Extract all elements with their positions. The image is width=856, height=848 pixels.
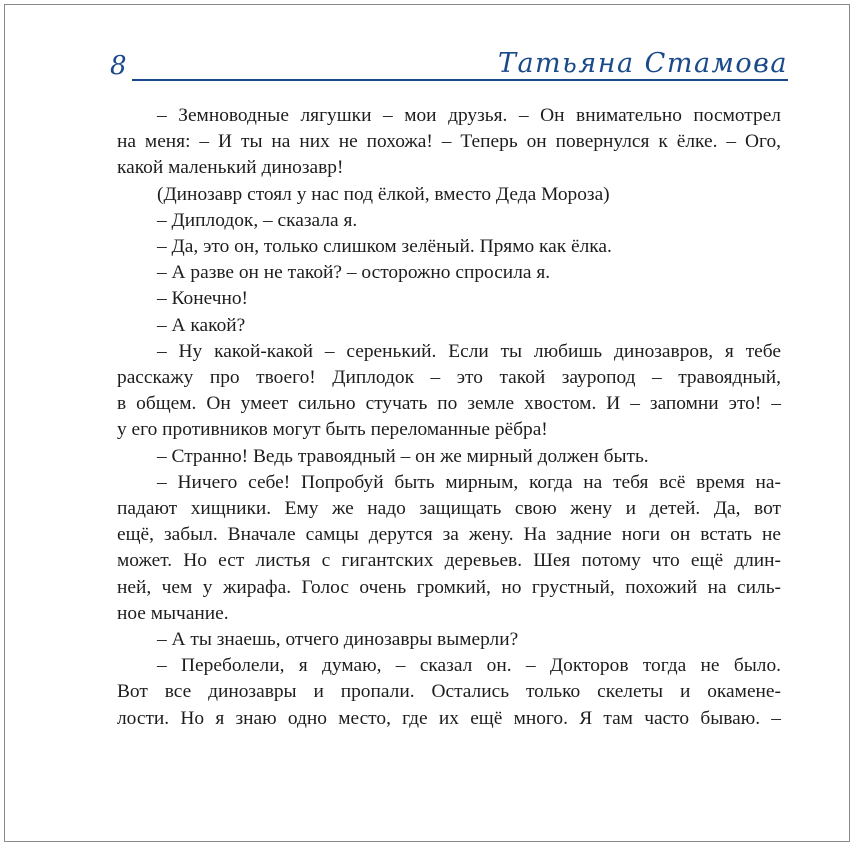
text-line: – Земноводные лягушки – мои друзья. – Он внимательно посмотрел bbox=[157, 105, 781, 126]
text-line: ное мычание. bbox=[117, 602, 229, 624]
text-line: может. Но ест листья с гигантских деревьев. Шея потому что ещё длин- bbox=[117, 550, 781, 572]
body-text bbox=[117, 103, 781, 732]
text-line: – Переболели, я думаю, – сказал он. – Докторов тогда не было. bbox=[157, 655, 781, 677]
text-line: – Конечно! bbox=[157, 288, 248, 310]
text-line: – Ничего себе! Попробуй быть мирным, когда на тебя всё время на- bbox=[157, 471, 781, 493]
text-line: – Ну какой-какой – серенький. Если ты любишь динозавров, я тебе bbox=[157, 340, 781, 362]
text-line: расскажу про твоего! Диплодок – это такой зауропод – травоядный, bbox=[117, 367, 781, 389]
text-line: – Да, это он, только слишком зелёный. Прямо как ёлка. bbox=[157, 236, 612, 258]
text-line: у его противников могут быть переломанные рёбра! bbox=[117, 419, 548, 441]
text-line: в общем. Он умеет сильно стучать по земле хвостом. И – запомни это! – bbox=[117, 393, 781, 415]
text-line: падают хищники. Ему же надо защищать свою жену и детей. Да, вот bbox=[117, 498, 781, 520]
text-line: – А какой? bbox=[157, 314, 246, 336]
text-line: ней, чем у жирафа. Голос очень громкий, но грустный, похожий на силь- bbox=[117, 576, 781, 598]
text-line: ещё, забыл. Вначале самцы дерутся за жену. На задние ноги он встать не bbox=[117, 524, 781, 546]
text-line: на меня: – И ты на них не похожа! – Теперь он повернулся к ёлке. – Ого, bbox=[117, 131, 781, 153]
text-line: – А разве он не такой? – осторожно спросила я. bbox=[157, 262, 551, 284]
text-line: – А ты знаешь, отчего динозавры вымерли? bbox=[157, 629, 519, 651]
header-rule bbox=[132, 79, 788, 81]
text-line: какой маленький динозавр! bbox=[117, 157, 344, 179]
text-line: (Динозавр стоял у нас под ёлкой, вместо Деда Мороза) bbox=[157, 183, 610, 205]
running-header bbox=[110, 49, 788, 89]
page-number: 8 bbox=[110, 51, 127, 81]
text-line: Вот все динозавры и пропали. Остались только скелеты и окамене- bbox=[117, 681, 781, 703]
author-name: Татьяна Стамова bbox=[490, 49, 788, 79]
text-line: лости. Но я знаю одно место, где их ещё много. Я там часто бываю. – bbox=[117, 707, 781, 729]
text-line: – Странно! Ведь травоядный – он же мирный должен быть. bbox=[157, 445, 649, 467]
text-line: – Диплодок, – сказала я. bbox=[157, 209, 358, 231]
